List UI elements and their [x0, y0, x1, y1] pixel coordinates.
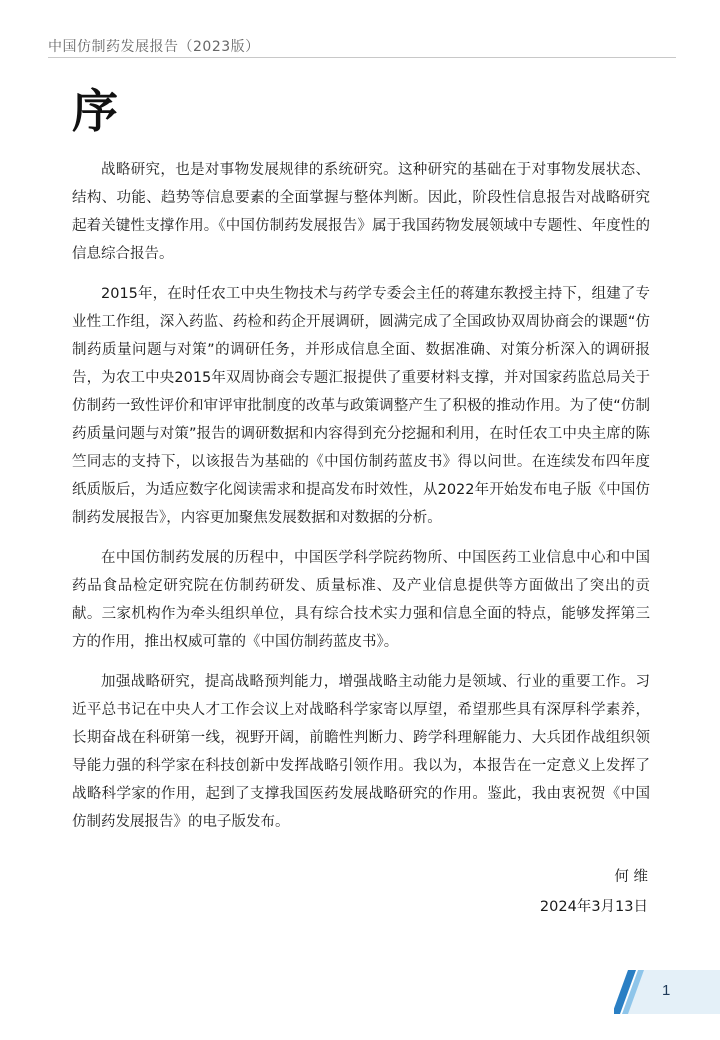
- chapter-title: 序: [72, 84, 118, 138]
- paragraph-2: 2015年，在时任农工中央生物技术与药学专委会主任的蒋建东教授主持下，组建了专业性工作组，深入药监、药检和药企开展调研，圆满完成了全国政协双周协商会的课题“仿制药质量问题与对策”的调研任务，并形成信息全面、数据准确、对策分析深入的调研报告，为农工中央2015年双周协商会专题汇报提供了重要材料支撑，并对国家药监总局关于仿制药一致性评价和审评审批制度的改革与政策调整产生了积极的推动作用。为了使“仿制药质量问题与对策”报告的调研数据和内容得到充分挖掘和利用，在时任农工中央主席的陈竺同志的支持下，以该报告为基础的《中国仿制药蓝皮书》得以问世。在连续发布四年度纸质版后，为适应数字化阅读需求和提高发布时效性，从2022年开始发布电子版《中国仿制药发展报告》，内容更加聚焦发展数据和对数据的分析。: [72, 286, 650, 526]
- page-number: 1: [662, 982, 671, 999]
- paragraph-1: 战略研究，也是对事物发展规律的系统研究。这种研究的基础在于对事物发展状态、结构、功能、趋势等信息要素的全面掌握与整体判断。因此，阶段性信息报告对战略研究起着关键性支撑作用。《中国仿制药发展报告》属于我国药物发展领域中专题性、年度性的信息综合报告。: [72, 162, 650, 262]
- running-header: 中国仿制药发展报告（2023版）: [48, 39, 260, 55]
- paragraph-4: 加强战略研究，提高战略预判能力，增强战略主动能力是领域、行业的重要工作。习近平总书记在中央人才工作会议上对战略科学家寄以厚望，希望那些具有深厚科学素养，长期奋战在科研第一线，视野开阔，前瞻性判断力、跨学科理解能力、大兵团作战组织领导能力强的科学家在科技创新中发挥战略引领作用。我以为，本报告在一定意义上发挥了战略科学家的作用，起到了支撑我国医药发展战略研究的作用。鉴此，我由衷祝贺《中国仿制药发展报告》的电子版发布。: [72, 674, 650, 830]
- signature-author: 何 维: [614, 869, 648, 885]
- signature-block: [540, 862, 648, 922]
- preface-body: [72, 156, 650, 848]
- header-divider: [48, 57, 676, 58]
- signature-date: 2024年3月13日: [539, 899, 648, 915]
- paragraph-3: 在中国仿制药发展的历程中，中国医学科学院药物所、中国医药工业信息中心和中国药品食品检定研究院在仿制药研发、质量标准、及产业信息提供等方面做出了突出的贡献。三家机构作为牵头组织单位，具有综合技术实力强和信息全面的特点，能够发挥第三方的作用，推出权威可靠的《中国仿制药蓝皮书》。: [72, 550, 650, 650]
